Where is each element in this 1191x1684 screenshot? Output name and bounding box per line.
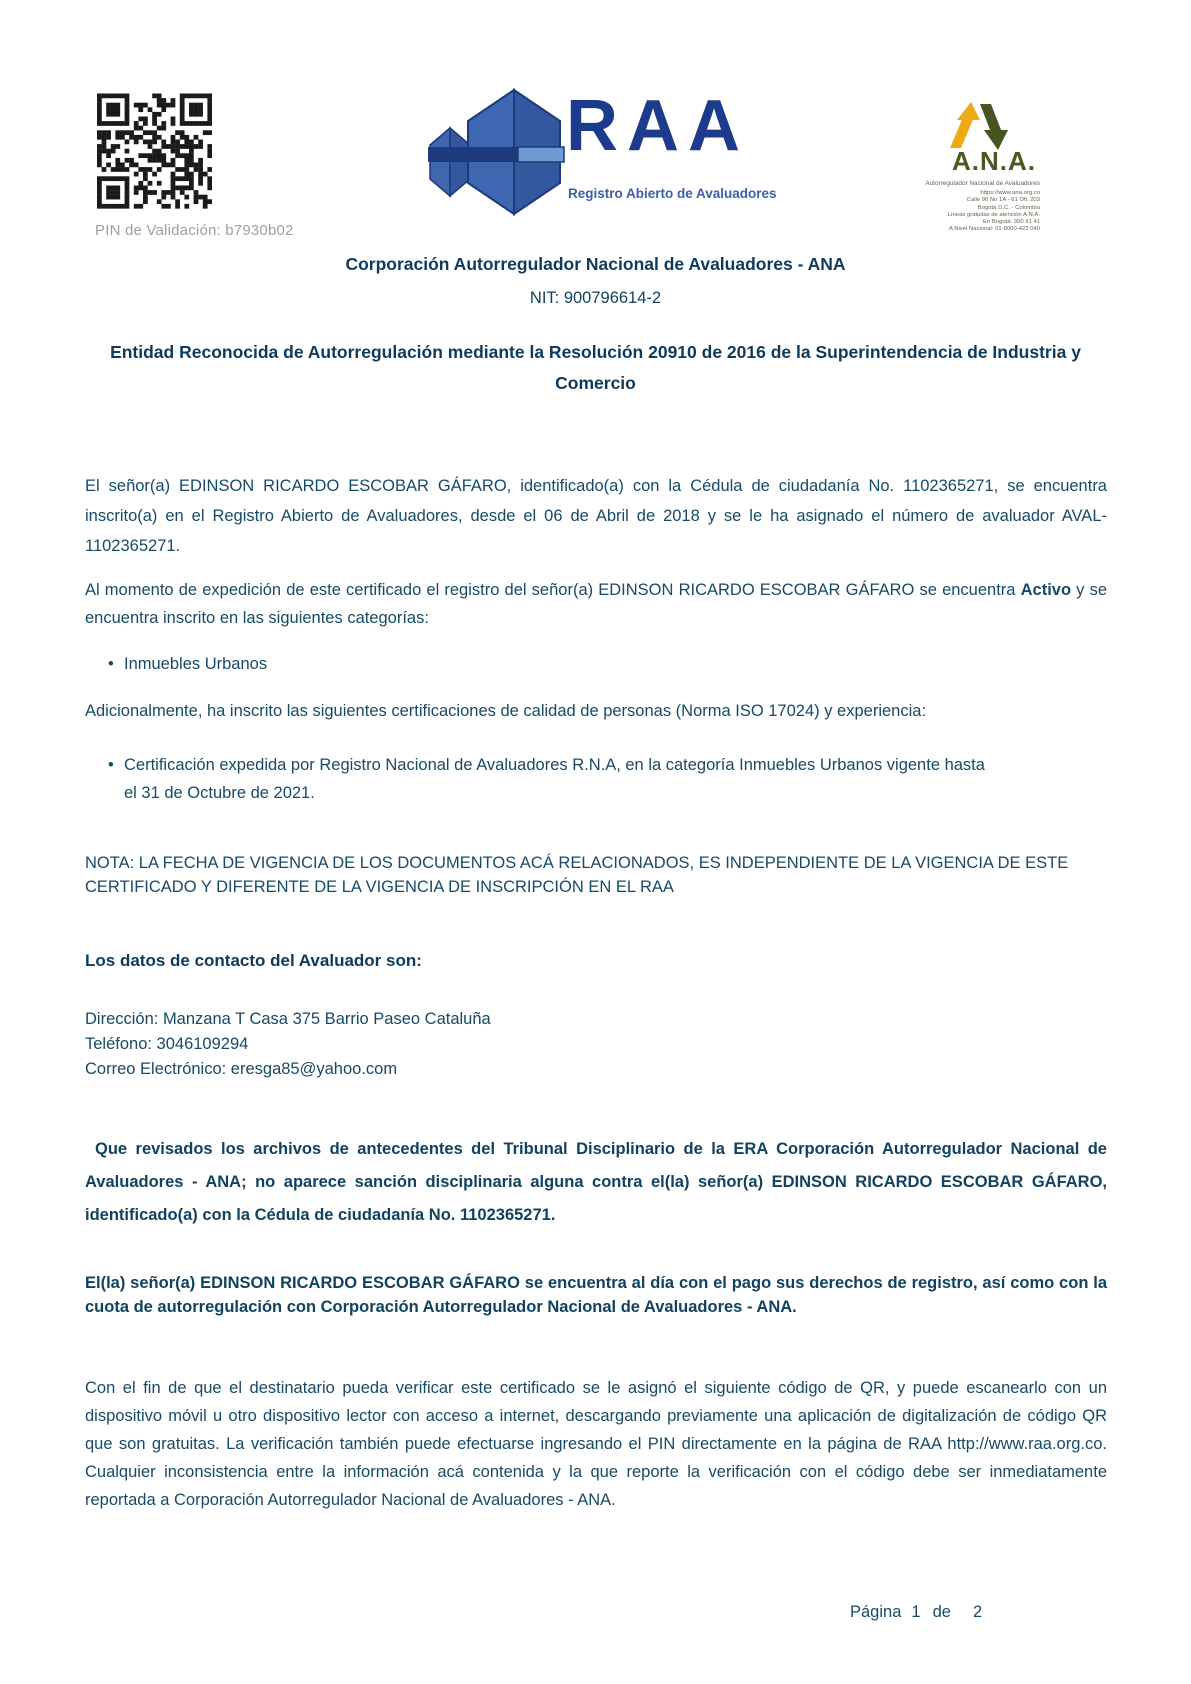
raa-acronym: RAA	[566, 86, 749, 166]
disciplinary-paragraph: Que revisados los archivos de antecedentes del Tribunal Disciplinario de la ERA Corporación Autorregulador Nacional de Avaluadores - ANA; no aparece sanción disciplinaria alguna contra el(la) señor(a) EDINSON RICARDO ESCOBAR GÁFARO, identificado(a) con la Cédula de ciudadanía No. 1102365271.	[85, 1140, 1107, 1224]
raa-tagline: Registro Abierto de Avaluadores	[568, 186, 777, 201]
page-number	[850, 1603, 1030, 1622]
ana-contact-line: https://www.ana.org.co	[980, 190, 1040, 196]
category-list-item	[108, 650, 988, 678]
raa-logo	[428, 86, 778, 220]
status-active-badge: Activo	[1020, 581, 1072, 599]
status-text-before: Al momento de expedición de este certificado el registro del señor(a) EDINSON RICARDO ESCOBAR GÁFARO se encuentra	[85, 581, 1021, 599]
organization-title: Corporación Autorregulador Nacional de Avaluadores - ANA	[345, 254, 846, 274]
qr-code	[97, 93, 212, 209]
ana-contact-lines	[948, 190, 1040, 234]
contact-phone: Teléfono: 3046109294	[85, 1035, 249, 1053]
qr-info-paragraph: Con el fin de que el destinatario pueda verificar este certificado se le asignó el siguiente código de QR, y puede escanearlo con un dispositivo móvil u otro dispositivo lector con acceso a internet, descargando previamente una aplicación de digitalización de código QR que son gratuitas. La verificación también puede efectuarse ingresando el PIN directamente en la página de RAA http://www.raa.org.co. Cualquier inconsistencia entre la información acá contenida y la que reporte la verificación con el código debe ser inmediatamente reportada a Corporación Autorregulador Nacional de Avaluadores - ANA.	[85, 1379, 1107, 1509]
ana-contact-line: A Nivel Nacional: 01-8000-423 040	[948, 226, 1040, 233]
category-label: Inmuebles Urbanos	[124, 655, 268, 673]
bullet-icon: •	[108, 756, 114, 774]
page-label: Página	[850, 1603, 902, 1621]
ana-acronym: A.N.A.	[952, 146, 1036, 176]
current-page: 1	[911, 1603, 921, 1621]
status-paragraph	[85, 576, 1107, 632]
nota-paragraph: NOTA: LA FECHA DE VIGENCIA DE LOS DOCUMENTOS ACÁ RELACIONADOS, ES INDEPENDIENTE DE LA VIGENCIA DE ESTE CERTIFICADO Y DIFERENTE DE LA VIGENCIA DE INSCRIPCIÓN EN EL RAA	[85, 854, 1069, 896]
recognition-statement: Entidad Reconocida de Autorregulación mediante la Resolución 20910 de 2016 de la Superintendencia de Industria y Comercio	[110, 342, 1081, 393]
registration-paragraph: El señor(a) EDINSON RICARDO ESCOBAR GÁFARO, identificado(a) con la Cédula de ciudadanía No. 1102365271, se encuentra inscrito(a) en el Registro Abierto de Avaluadores, desde el 06 de Abril de 2018 y se le ha asignado el número de avaluador AVAL-1102365271.	[85, 477, 1107, 555]
ana-contact-line: Líneas gratuitas de atención A.N.A.	[947, 211, 1040, 218]
bullet-icon: •	[108, 655, 114, 673]
ana-logo	[872, 98, 1042, 240]
certification-list-item	[108, 751, 988, 807]
payment-paragraph: El(la) señor(a) EDINSON RICARDO ESCOBAR GÁFARO se encuentra al día con el pago sus derechos de registro, así como con la cuota de autorregulación con Corporación Autorregulador Nacional de Avaluadores - ANA.	[85, 1274, 1107, 1316]
ana-arrows-icon	[944, 102, 1014, 150]
ana-contact-line: En Bogotá: 300 91 41	[983, 219, 1040, 226]
page-separator: de	[932, 1603, 951, 1621]
certification-label: Certificación expedida por Registro Nacional de Avaluadores R.N.A, en la categoría Inmuebles Urbanos vigente hasta el 31 de Octubre de 2021.	[124, 756, 985, 802]
total-pages: 2	[972, 1603, 983, 1621]
raa-cubes-icon	[428, 88, 568, 218]
nit-line: NIT: 900796614-2	[529, 289, 662, 307]
pin-validation-label: PIN de Validación: b7930b02	[95, 222, 294, 239]
status-text-after: y se encuentra inscrito en las siguientes categorías:	[85, 581, 1107, 627]
contact-heading: Los datos de contacto del Avaluador son:	[85, 951, 422, 970]
ana-contact-line: Calle 90 No 1A - 61 Ofi. 203	[966, 197, 1040, 204]
ana-contact-line: Bogotá D.C. - Colombia	[977, 204, 1040, 211]
ana-subtitle: Autorregulador Nacional de Avaluadores	[925, 180, 1040, 187]
contact-address: Dirección: Manzana T Casa 375 Barrio Paseo Cataluña	[85, 1010, 491, 1028]
certifications-intro: Adicionalmente, ha inscrito las siguientes certificaciones de calidad de personas (Norma ISO 17024) y experiencia:	[85, 702, 927, 720]
contact-email: Correo Electrónico: eresga85@yahoo.com	[85, 1060, 398, 1078]
contact-info	[85, 1007, 491, 1082]
